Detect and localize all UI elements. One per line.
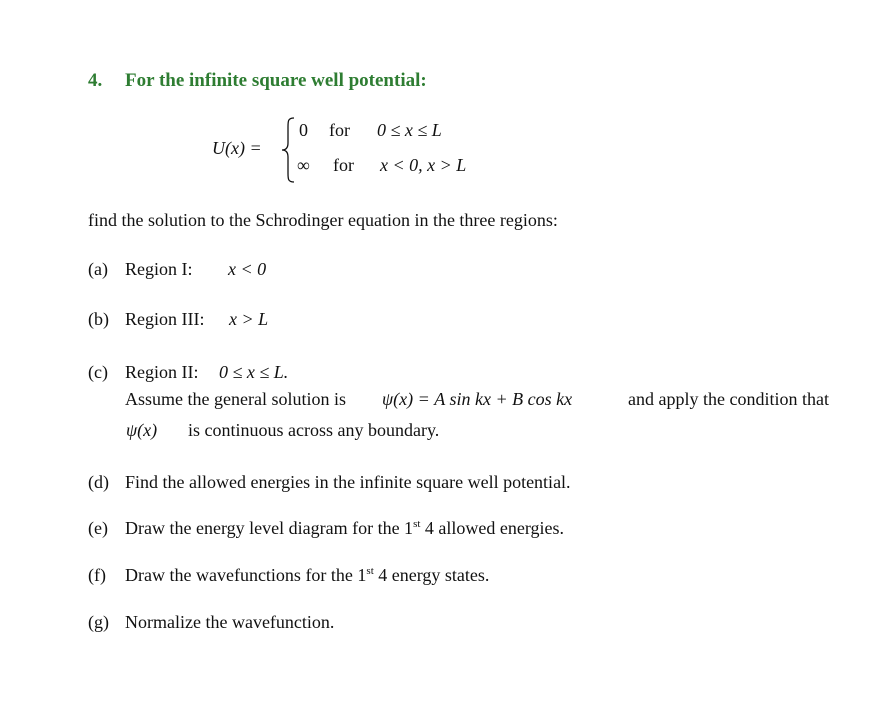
- case2-condition: x < 0, x > L: [380, 155, 467, 175]
- part-f-label: (f): [88, 565, 106, 585]
- part-c-text: Region II:: [125, 362, 199, 382]
- part-e-label: (e): [88, 518, 108, 538]
- part-c-math: 0 ≤ x ≤ L.: [219, 362, 289, 382]
- case1-for: for: [329, 120, 350, 140]
- left-brace: [281, 117, 295, 183]
- general-solution-formula: ψ(x) = A sin kx + B cos kx: [382, 389, 573, 409]
- case1-condition: 0 ≤ x ≤ L: [377, 120, 442, 140]
- part-f-text: Draw the wavefunctions for the 1st 4 energy states.: [125, 565, 490, 585]
- part-a-text: Region I:: [125, 259, 193, 279]
- part-d-label: (d): [88, 472, 109, 492]
- equation-lhs: U(x) =: [212, 138, 262, 158]
- part-b-text: Region III:: [125, 309, 205, 329]
- part-c-line3-post: is continuous across any boundary.: [188, 420, 440, 440]
- part-c-line2-pre: Assume the general solution is: [125, 389, 346, 409]
- part-e-text: Draw the energy level diagram for the 1st 4 allowed energies.: [125, 518, 565, 538]
- part-a-label: (a): [88, 259, 108, 279]
- part-c-label: (c): [88, 362, 108, 382]
- problem-number: 4.: [88, 70, 103, 91]
- part-g-text: Normalize the wavefunction.: [125, 612, 335, 632]
- part-a-math: x < 0: [228, 259, 267, 279]
- problem-title: For the infinite square well potential:: [125, 70, 427, 91]
- part-b-label: (b): [88, 309, 109, 329]
- part-b-math: x > L: [229, 309, 269, 329]
- case2-for: for: [333, 155, 354, 175]
- part-g-label: (g): [88, 612, 109, 632]
- part-d-text: Find the allowed energies in the infinite square well potential.: [125, 472, 571, 492]
- case2-value: ∞: [297, 155, 310, 175]
- part-c-line2-post: and apply the condition that: [628, 389, 829, 409]
- part-c-psi: ψ(x): [126, 420, 158, 440]
- case1-value: 0: [299, 120, 308, 140]
- intro-text: find the solution to the Schrodinger equation in the three regions:: [88, 210, 558, 230]
